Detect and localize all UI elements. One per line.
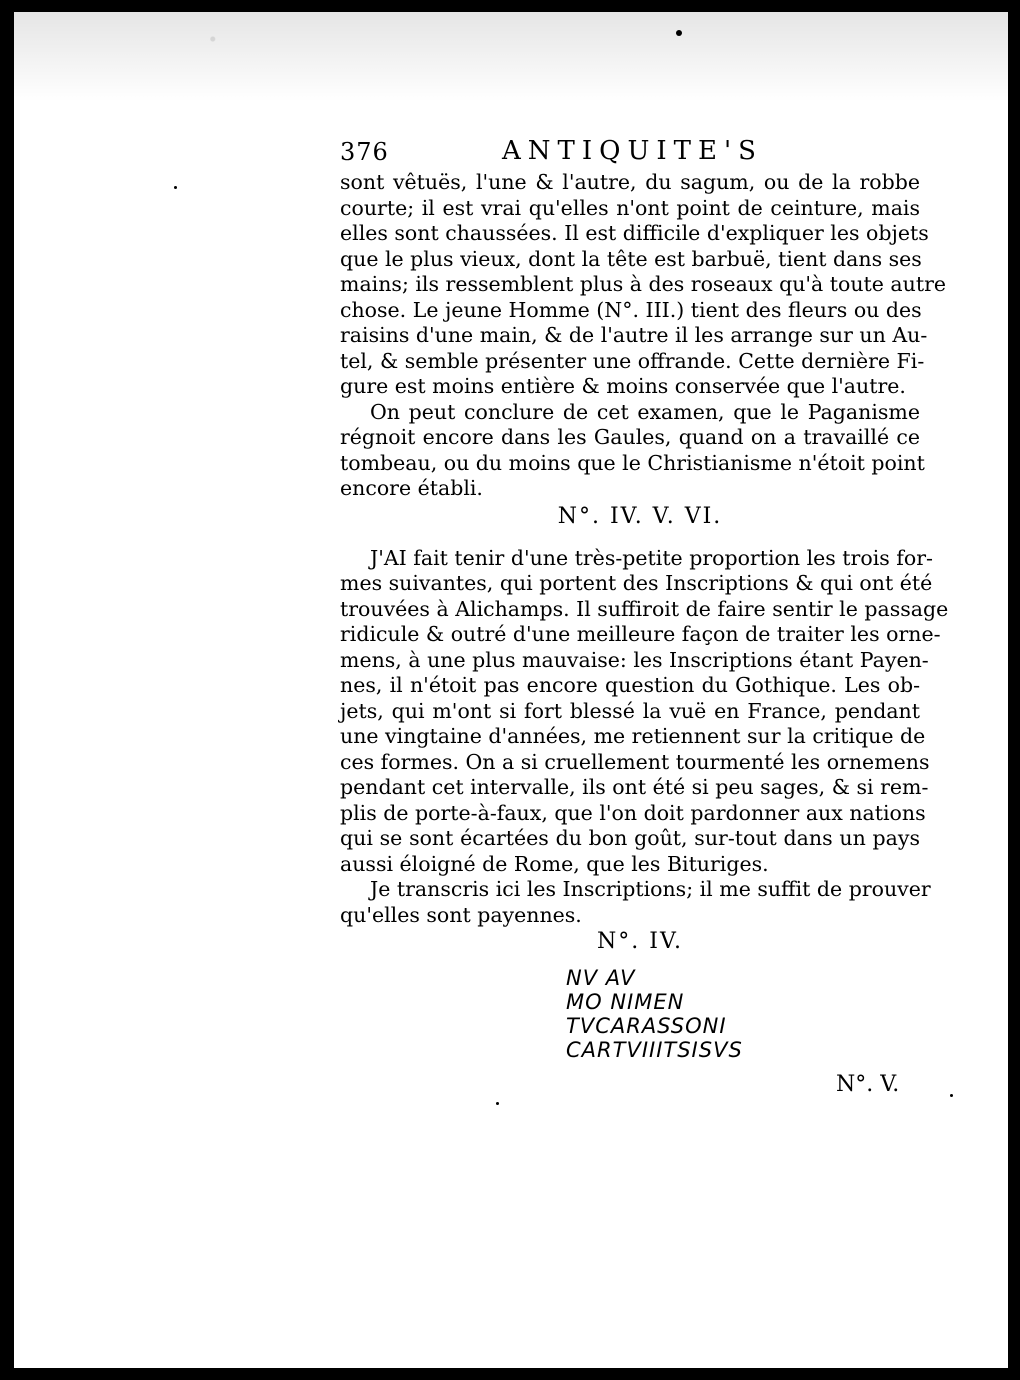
paragraph-1 xyxy=(340,170,947,400)
text-line: On peut conclure de cet examen, que le Paganisme xyxy=(370,399,920,424)
inscription-line: TVCARASSONI xyxy=(566,1014,727,1038)
catchword: N°. V. xyxy=(836,1072,900,1097)
text-line: raisins d'une main, & de l'autre il les arrange sur un Au- xyxy=(340,323,928,347)
ink-mark xyxy=(676,30,682,36)
text-line: gure est moins entière & moins conservée que l'autre. xyxy=(340,374,906,398)
inscription-line: CARTVIIITSISVS xyxy=(566,1038,743,1062)
text-line: une vingtaine d'années, me retiennent sur la critique de xyxy=(340,724,926,748)
text-line: aussi éloigné de Rome, que les Bituriges. xyxy=(340,851,769,876)
section-heading: N°. IV. V. VI. xyxy=(557,503,723,529)
ink-speck xyxy=(174,186,177,189)
text-line: pendant cet intervalle, ils ont été si peu sages, & si rem- xyxy=(340,775,929,799)
text-line: que le plus vieux, dont la tête est barbuë, tient dans ses xyxy=(340,246,922,271)
ink-speck xyxy=(496,1102,499,1105)
text-line: tel, & semble présenter une offrande. Cette dernière Fi- xyxy=(340,348,925,373)
text-line: ces formes. On a si cruellement tourmenté les ornemens xyxy=(340,749,930,774)
text-line: Je transcris ici les Inscriptions; il me suffit de prouver xyxy=(370,877,931,901)
text-line: elles sont chaussées. Il est difficile d'expliquer les objets xyxy=(340,221,929,245)
text-line: chose. Le jeune Homme (N°. III.) tient des fleurs ou des xyxy=(340,297,922,322)
text-line: mes suivantes, qui portent des Inscriptions & qui ont été xyxy=(340,571,933,595)
text-line: qu'elles sont payennes. xyxy=(340,902,582,927)
text-line: plis de porte-à-faux, que l'on doit pardonner aux nations xyxy=(340,800,926,825)
text-line: qui se sont écartées du bon goût, sur-tout dans un pays xyxy=(340,826,920,850)
page-number: 376 xyxy=(340,138,389,166)
running-title: ANTIQUITE'S xyxy=(502,136,763,166)
page-content xyxy=(340,136,949,1062)
text-line: courte; il est vrai qu'elles n'ont point de ceinture, mais xyxy=(340,195,920,220)
text-line: encore établi. xyxy=(340,476,483,500)
sub-heading: N°. IV. xyxy=(597,929,683,954)
inscription-line: MO NIMEN xyxy=(566,990,685,1014)
inscription xyxy=(566,966,756,1062)
text-line: mains; ils ressemblent plus à des roseaux qu'à toute autre xyxy=(340,272,947,296)
text-line: trouvées à Alichamps. Il suffiroit de faire sentir le passage xyxy=(340,596,949,621)
text-line: nes, il n'étoit pas encore question du Gothique. Les ob- xyxy=(340,673,920,697)
text-line: mens, à une plus mauvaise: les Inscriptions étant Payen- xyxy=(340,647,929,672)
paragraph-4 xyxy=(340,877,931,928)
ink-speck xyxy=(950,1094,953,1097)
paragraph-2 xyxy=(340,399,925,502)
inscription-line: NV AV xyxy=(566,966,636,990)
page-header xyxy=(340,136,920,170)
text-line: jets, qui m'ont si fort blessé la vuë en France, pendant xyxy=(340,698,920,723)
text-line: J'AI fait tenir d'une très-petite proportion les trois for- xyxy=(370,545,933,570)
text-line: sont vêtuës, l'une & l'autre, du sagum, ou de la robbe xyxy=(340,170,920,194)
scanned-page xyxy=(14,12,1008,1368)
text-line: régnoit encore dans les Gaules, quand on a travaillé ce xyxy=(340,425,920,449)
paragraph-3 xyxy=(340,545,949,878)
text-line: tombeau, ou du moins que le Christianisme n'étoit point xyxy=(340,450,925,475)
text-line: ridicule & outré d'une meilleure façon de traiter les orne- xyxy=(340,622,941,646)
